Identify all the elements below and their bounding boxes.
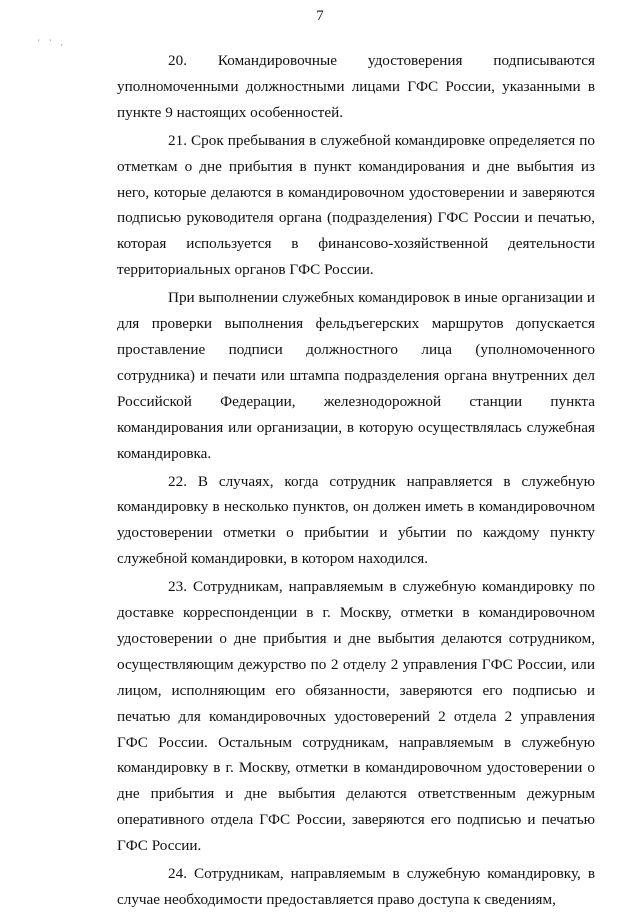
paragraph-22: 22. В случаях, когда сотрудник направляется в служебную командировку в несколько пунктов, он должен иметь в командировочном удостоверении отметки о прибытии и убытии по каждому пункту служебной командировки, в котором находился. bbox=[117, 472, 595, 568]
paragraph-21-continuation: При выполнении служебных командировок в иные организации и для проверки выполнения фельдъегерских маршрутов допускается проставление подписи должностного лица (уполномоченного сотрудника) и печати или штампа подразделения органа внутренних дел Российской Федерации, железнодорожной станции пункта командирования или организации, в которую осуществлялась служебная командировка. bbox=[117, 289, 595, 462]
page-number: 7 bbox=[316, 8, 324, 24]
paragraph-21: 21. Срок пребывания в служебной командировке определяется по отметкам о дне прибытия в пункт командирования и дне выбытия из него, которые делаются в командировочном удостоверении и заверяются подписью руководителя органа (подразделения) ГФС России и печатью, которая используется в финансово-хозяйственной деятельности территориальных органов ГФС России. bbox=[117, 131, 595, 279]
paragraph-24: 24. Сотрудникам, направляемым в служебную командировку, в случае необходимости предоставляется право доступа к сведениям, bbox=[117, 865, 595, 908]
paragraph-20: 20. Командировочные удостоверения подписываются уполномоченными должностными лицами ГФС России, указанными в пункте 9 настоящих особенностей. bbox=[117, 52, 595, 121]
scan-specks: ' ' , bbox=[38, 38, 67, 47]
paragraph-23: 23. Сотрудникам, направляемым в служебную командировку по доставке корреспонденции в г. Москву, отметки в командировочном удостоверении о дне прибытия и дне выбытия делаются сотрудником, осуществляющим дежурство по 2 отделу 2 управления ГФС России, или лицом, исполняющим его обязанности, заверяются его подписью и печатью для командировочных удостоверений 2 отдела 2 управления ГФС России. Остальным сотрудникам, направляемым в служебную командировку в г. Москву, отметки в командировочном удостоверении о дне прибытия и дне выбытия делаются ответственным дежурным оперативного отдела ГФС России, заверяются его подписью и печатью ГФС России. bbox=[117, 578, 595, 855]
document-body bbox=[117, 48, 595, 913]
